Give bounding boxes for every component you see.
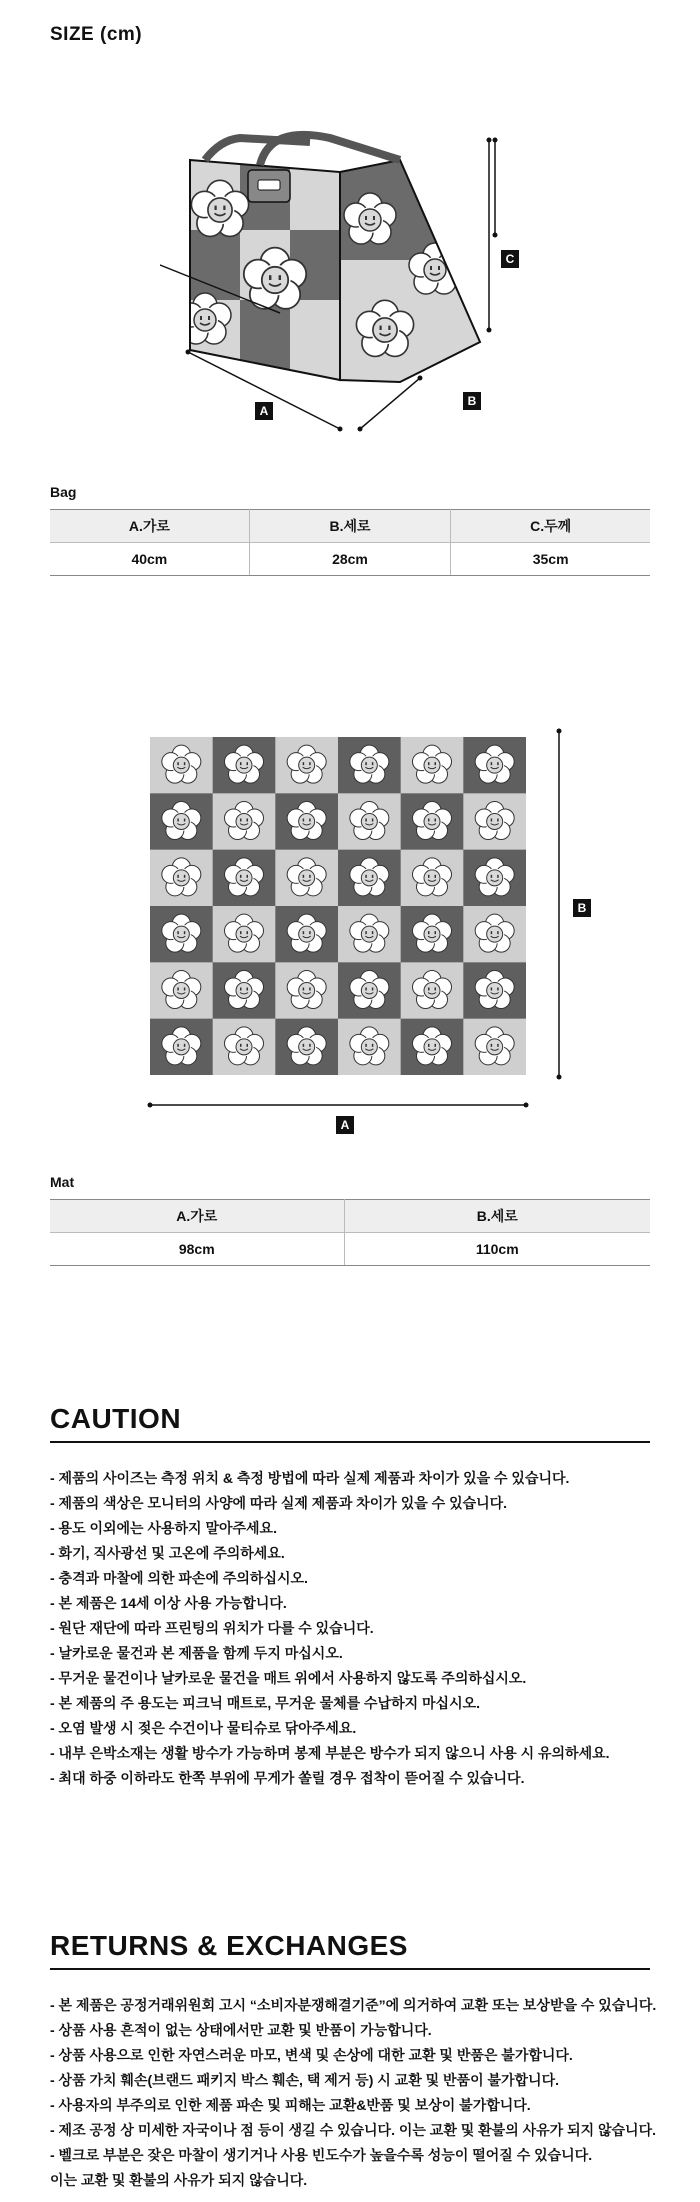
list-item: - 상품 사용 흔적이 없는 상태에서만 교환 및 반품이 가능합니다.	[50, 2022, 432, 2038]
list-item: - 제품의 색상은 모니터의 사양에 따라 실제 제품과 차이가 있을 수 있습니다.	[50, 1495, 508, 1511]
mat-dimension-a-label: A	[336, 1116, 354, 1134]
list-item: 이는 교환 및 환불의 사유가 되지 않습니다.	[50, 2172, 308, 2188]
list-item: - 날카로운 물건과 본 제품을 함께 두지 마십시오.	[50, 1645, 343, 1661]
list-item: - 오염 발생 시 젖은 수건이나 물티슈로 닦아주세요.	[50, 1720, 357, 1736]
table-row	[50, 543, 650, 576]
list-item: - 사용자의 부주의로 인한 제품 파손 및 피해는 교환&반품 및 보상이 불가합니다.	[50, 2097, 531, 2113]
list-item: - 화기, 직사광선 및 고온에 주의하세요.	[50, 1545, 285, 1561]
list-item: - 제품의 사이즈는 측정 위치 & 측정 방법에 따라 실제 제품과 차이가 있을 수 있습니다.	[50, 1470, 570, 1486]
list-item: - 상품 가치 훼손(브랜드 패키지 박스 훼손, 택 제거 등) 시 교환 및 반품이 불가합니다.	[50, 2072, 559, 2088]
table-header-row	[50, 510, 650, 543]
bag-dimension-lines	[120, 130, 500, 460]
list-item: - 무거운 물건이나 날카로운 물건을 매트 위에서 사용하지 않도록 주의하십시오.	[50, 1670, 527, 1686]
list-item: - 용도 이외에는 사용하지 말아주세요.	[50, 1520, 277, 1536]
mat-size-table	[50, 1199, 650, 1266]
caution-title: CAUTION	[50, 1403, 650, 1443]
caution-list	[50, 1466, 670, 1791]
table-cell: 28cm	[249, 543, 451, 576]
bag-table-label: Bag	[50, 484, 77, 500]
table-cell: 98cm	[50, 1233, 344, 1266]
list-item: - 최대 하중 이하라도 한쪽 부위에 무게가 쏠릴 경우 접착이 뜯어질 수 있습니다.	[50, 1770, 525, 1786]
list-item: - 상품 사용으로 인한 자연스러운 마모, 변색 및 손상에 대한 교환 및 반품은 불가합니다.	[50, 2047, 573, 2063]
mat-dimension-b-label: B	[573, 899, 591, 917]
table-header-cell: A.가로	[50, 510, 249, 543]
list-item: - 본 제품은 14세 이상 사용 가능합니다.	[50, 1595, 287, 1611]
list-item: - 벨크로 부분은 잦은 마찰이 생기거나 사용 빈도수가 높을수록 성능이 떨어질 수 있습니다.	[50, 2147, 593, 2163]
returns-title: RETURNS & EXCHANGES	[50, 1930, 650, 1970]
bag-dimension-a-label: A	[255, 402, 273, 420]
table-header-cell: C.두께	[451, 510, 650, 543]
list-item: - 본 제품은 공정거래위원회 고시 “소비자분쟁해결기준”에 의거하여 교환 또는 보상받을 수 있습니다.	[50, 1997, 657, 2013]
list-item: - 본 제품의 주 용도는 피크닉 매트로, 무거운 물체를 수납하지 마십시오.	[50, 1695, 481, 1711]
mat-dimension-lines	[140, 720, 580, 1140]
returns-list	[50, 1993, 670, 2193]
mat-table-label: Mat	[50, 1174, 75, 1190]
table-header-cell: A.가로	[50, 1200, 344, 1233]
list-item: - 제조 공정 상 미세한 자국이나 점 등이 생길 수 있습니다. 이는 교환 및 환불의 사유가 되지 않습니다.	[50, 2122, 656, 2138]
table-cell: 110cm	[344, 1233, 650, 1266]
table-header-cell: B.세로	[344, 1200, 650, 1233]
table-cell: 40cm	[50, 543, 249, 576]
size-title: SIZE (cm)	[50, 24, 143, 45]
list-item: - 충격과 마찰에 의한 파손에 주의하십시오.	[50, 1570, 308, 1586]
table-header-row	[50, 1200, 650, 1233]
table-row	[50, 1233, 650, 1266]
list-item: - 원단 재단에 따라 프린팅의 위치가 다를 수 있습니다.	[50, 1620, 374, 1636]
list-item: - 내부 은박소재는 생활 방수가 가능하며 봉제 부분은 방수가 되지 않으니 사용 시 유의하세요.	[50, 1745, 610, 1761]
bag-dimension-b-label: B	[463, 392, 481, 410]
table-cell: 35cm	[451, 543, 650, 576]
bag-dimension-c-label: C	[501, 250, 519, 268]
table-header-cell: B.세로	[249, 510, 451, 543]
bag-size-table	[50, 509, 650, 576]
